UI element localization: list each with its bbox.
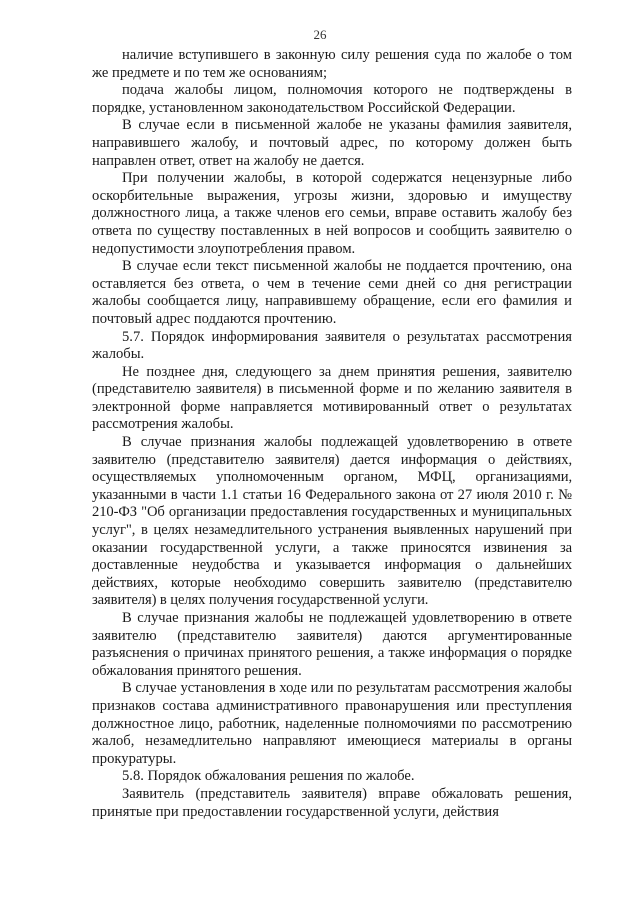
section-heading-5-8: 5.8. Порядок обжалования решения по жалобе.	[122, 768, 415, 785]
paragraph: Не позднее дня, следующего за днем принятия решения, заявителю (представителю заявителя) в письменной форме и по желанию заявителя в электронной форме направляется мотивированный ответ о результатах рассмотрения жалобы.	[92, 363, 572, 433]
page-number: 26	[313, 27, 327, 42]
section-heading-5-7: 5.7. Порядок информирования заявителя о результатах рассмотрения жалобы.	[92, 328, 572, 363]
document-body	[92, 47, 572, 821]
paragraph: При получении жалобы, в которой содержатся нецензурные либо оскорбительные выражения, угрозы жизни, здоровью и имуществу должностного лица, а также членов его семьи, вправе оставить жалобу без ответа по существу поставленных в ней вопросов и сообщить заявителю о недопустимости злоупотребления правом.	[92, 170, 572, 257]
paragraph: Заявитель (представитель заявителя) вправе обжаловать решения, принятые при предоставлении государственной услуги, действия	[92, 785, 572, 820]
paragraph: В случае установления в ходе или по результатам рассмотрения жалобы признаков состава административного правонарушения или преступления должностное лицо, работник, наделенные полномочиями по рассмотрению жалоб, незамедлительно направляют имеющиеся материалы в органы прокуратуры.	[92, 680, 572, 767]
paragraph: В случае если в письменной жалобе не указаны фамилия заявителя, направившего жалобу, и почтовый адрес, по которому должен быть направлен ответ, ответ на жалобу не дается.	[92, 117, 572, 169]
paragraph: подача жалобы лицом, полномочия которого не подтверждены в порядке, установленном законодательством Российской Федерации.	[92, 82, 572, 116]
paragraph: В случае признания жалобы не подлежащей удовлетворению в ответе заявителю (представителю заявителя) даются аргументированные разъяснения о причинах принятого решения, а также информация о порядке обжалования принятого решения.	[92, 610, 572, 679]
paragraph: наличие вступившего в законную силу решения суда по жалобе о том же предмете и по тем же основаниям;	[92, 47, 572, 81]
paragraph: В случае если текст письменной жалобы не поддается прочтению, она оставляется без ответа, о чем в течение семи дней со дня регистрации жалобы сообщается лицу, направившему обращение, если его фамилия и почтовый адрес поддаются прочтению.	[92, 258, 572, 327]
paragraph: В случае признания жалобы подлежащей удовлетворению в ответе заявителю (представителю заявителя) дается информация о действиях, осуществляемых уполномоченным органом, МФЦ, организациями, указанными в части 1.1 статьи 16 Федерального закона от 27 июля 2010 г. № 210-ФЗ "Об организации предоставления государственных и муниципальных услуг", в целях незамедлительного устранения выявленных нарушений при оказании государственной услуги, а также приносятся извинения за доставленные неудобства и указывается информация о дальнейших действиях, которые необходимо совершить заявителю (представителю заявителя) в целях получения государственной услуги.	[92, 434, 572, 609]
